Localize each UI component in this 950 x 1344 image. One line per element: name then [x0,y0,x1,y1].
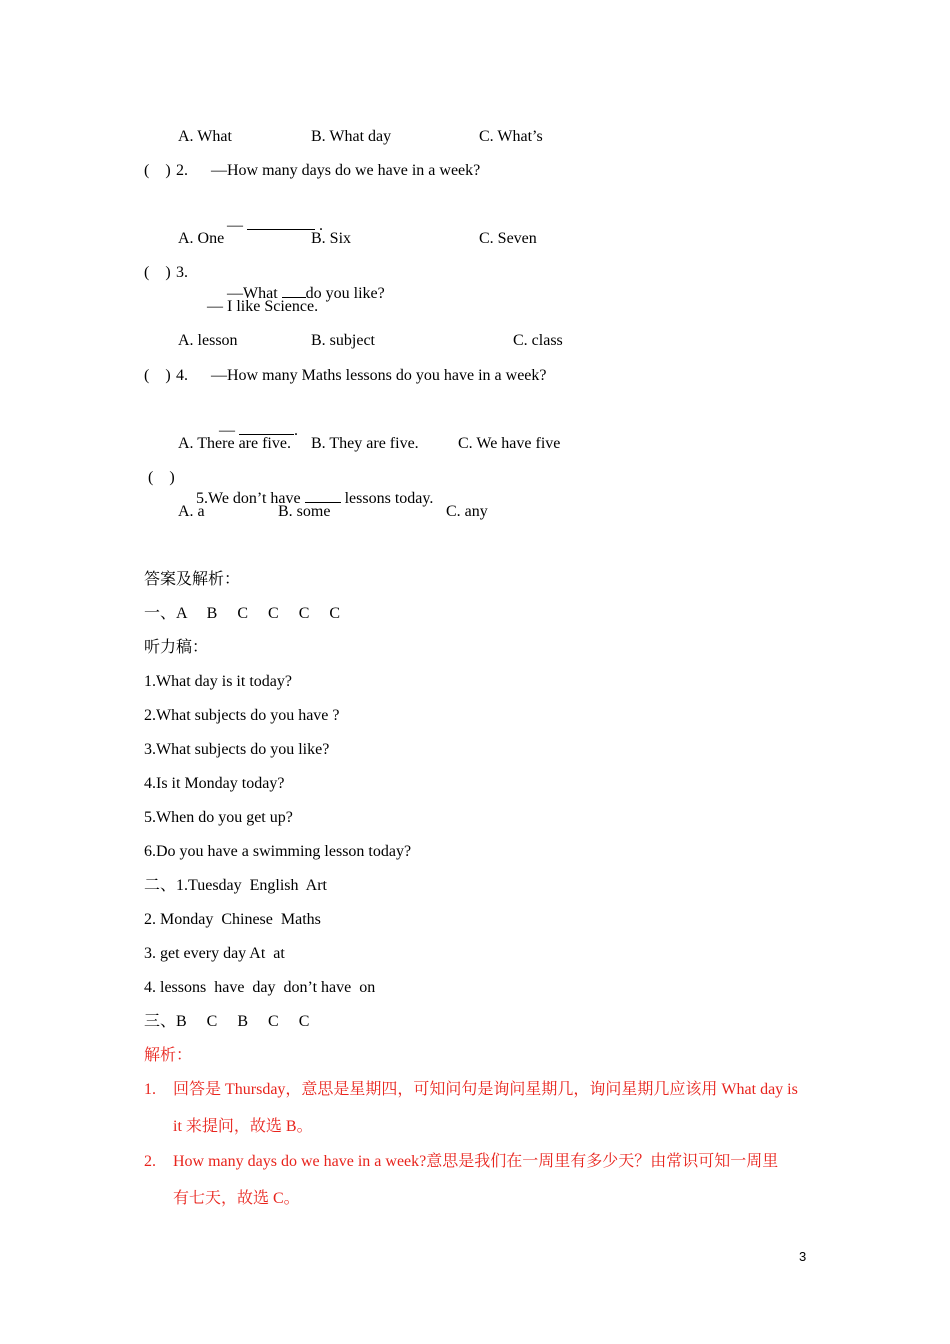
q3-question-start: —What [227,285,278,302]
q3-question-end: do you like? [305,285,385,302]
q3-paren: ( ) [144,264,171,281]
answers-part1: 一、A B C C C C [144,605,341,622]
analysis-item-line: it 来提问，故选 B。 [173,1118,313,1135]
q2-option-a: A. One [178,230,225,247]
analysis-item-line: 有七天，故选 C。 [173,1190,300,1207]
listening-line: 2.What subjects do you have ? [144,707,340,724]
page-number: 3 [799,1249,807,1264]
analysis-heading: 解析： [144,1047,193,1064]
q1-option-c: C. What’s [479,128,543,145]
listening-line: 3.What subjects do you like? [144,741,330,758]
q3-number: 3. [176,264,188,281]
q5-blank [305,488,341,503]
listening-line: 1.What day is it today? [144,673,292,690]
q3-option-b: B. subject [311,332,375,349]
answers-part2-line: 2. Monday Chinese Maths [144,911,321,928]
q4-number: 4. [176,367,188,384]
analysis-item-line: How many days do we have in a week?意思是我们在一周里有多少天？由常识可知一周里 [173,1153,779,1170]
listening-line: 5.When do you get up? [144,809,293,826]
answers-heading: 答案及解析： [144,571,241,588]
q5-question-end: lessons today. [344,490,434,507]
q4-option-a: A. There are five. [178,435,291,452]
q2-option-c: C. Seven [479,230,537,247]
q2-option-b: B. Six [311,230,352,247]
q2-answer-end: . [315,217,323,234]
q3-answer: — I like Science. [207,298,319,315]
q5-question-start: 5.We don’t have [196,490,301,507]
q5-option-a: A. a [178,503,205,520]
q1-option-b: B. What day [311,128,392,145]
analysis-item-number: 2. [144,1153,156,1170]
q5-option-c: C. any [446,503,488,520]
q4-paren: ( ) [144,367,171,384]
q2-answer-blank [247,215,315,230]
answers-part2-line: 3. get every day At at [144,945,285,962]
q3-blank [282,283,306,298]
q3-option-a: A. lesson [178,332,238,349]
q2-paren: ( ) [144,162,171,179]
listening-line: 6.Do you have a swimming lesson today? [144,843,412,860]
q4-answer-dash: — [219,422,235,439]
q4-option-c: C. We have five [458,435,561,452]
q2-number: 2. [176,162,188,179]
analysis-item-number: 1. [144,1081,156,1098]
answers-part3: 三、B C B C C [144,1013,310,1030]
answers-part2-line: 二、1.Tuesday English Art [144,877,327,894]
answers-part2-line: 4. lessons have day don’t have on [144,979,376,996]
q4-question: —How many Maths lessons do you have in a week? [211,367,547,384]
q5-paren: ( ) [148,469,175,486]
q1-option-a: A. What [178,128,232,145]
listening-heading: 听力稿： [144,639,209,656]
listening-line: 4.Is it Monday today? [144,775,285,792]
q4-answer-end: . [294,422,298,439]
analysis-item-line: 回答是 Thursday，意思是星期四，可知问句是询问星期几，询问星期几应该用 What day is [173,1081,798,1098]
q2-answer-dash: — [227,217,243,234]
q4-answer-blank [239,420,294,435]
q4-option-b: B. They are five. [311,435,419,452]
q2-answer-line [211,195,323,256]
q2-question: —How many days do we have in a week? [211,162,481,179]
q3-option-c: C. class [513,332,563,349]
q5-option-b: B. some [278,503,331,520]
